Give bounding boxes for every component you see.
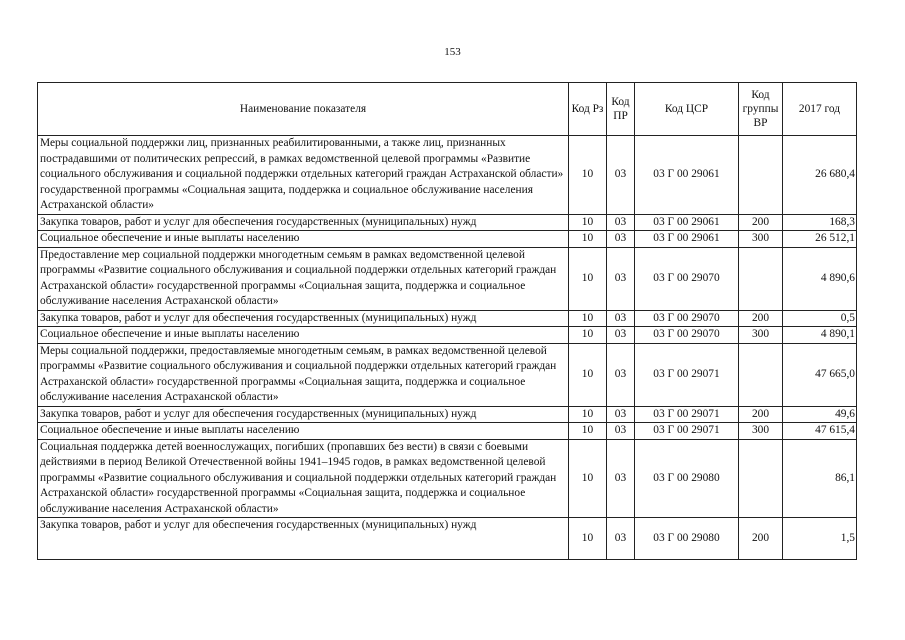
row-rz: 10 (569, 310, 607, 327)
row-csr: 03 Г 00 29071 (635, 406, 739, 423)
row-rz: 10 (569, 231, 607, 248)
row-vr (739, 439, 783, 518)
row-name: Социальная поддержка детей военнослужащих, погибших (пропавших без вести) в связи с боевыми действиями в период Великой Отечественной войны 1941–1945 годов, в рамках ведомственной целевой программы «Развитие социального обслуживания и социальной поддержки отдельных категорий граждан Астраханской области» государственной программы «Социальная защита, поддержка и социальное обслуживание населения Астраханской области» (38, 439, 569, 518)
row-value: 26 680,4 (783, 136, 857, 215)
row-name: Закупка товаров, работ и услуг для обеспечения государственных (муниципальных) нужд (38, 406, 569, 423)
header-year: 2017 год (783, 83, 857, 136)
row-rz: 10 (569, 214, 607, 231)
row-csr: 03 Г 00 29070 (635, 310, 739, 327)
row-pr: 03 (607, 343, 635, 406)
header-csr: Код ЦСР (635, 83, 739, 136)
header-name: Наименование показателя (38, 83, 569, 136)
row-vr: 300 (739, 423, 783, 440)
row-csr: 03 Г 00 29071 (635, 423, 739, 440)
row-value: 49,6 (783, 406, 857, 423)
row-value: 1,5 (783, 518, 857, 560)
row-pr: 03 (607, 136, 635, 215)
row-vr: 200 (739, 310, 783, 327)
row-vr: 300 (739, 327, 783, 344)
row-rz: 10 (569, 518, 607, 560)
row-pr: 03 (607, 214, 635, 231)
row-csr: 03 Г 00 29071 (635, 343, 739, 406)
row-vr: 300 (739, 231, 783, 248)
table-row (38, 247, 857, 310)
table-row (38, 439, 857, 518)
row-value: 4 890,6 (783, 247, 857, 310)
row-rz: 10 (569, 247, 607, 310)
row-csr: 03 Г 00 29070 (635, 327, 739, 344)
row-pr: 03 (607, 310, 635, 327)
row-vr (739, 247, 783, 310)
row-name: Закупка товаров, работ и услуг для обеспечения государственных (муниципальных) нужд (38, 214, 569, 231)
row-rz: 10 (569, 327, 607, 344)
row-csr: 03 Г 00 29061 (635, 214, 739, 231)
table-header-row (38, 83, 857, 136)
row-name: Предоставление мер социальной поддержки многодетным семьям в рамках ведомственной целевой программы «Развитие социального обслуживания и социальной поддержки отдельных категорий граждан Астраханской области» государственной программы «Социальная защита, поддержка и социальное обслуживание населения Астраханской области» (38, 247, 569, 310)
header-vr: Код группы ВР (739, 83, 783, 136)
row-pr: 03 (607, 518, 635, 560)
row-csr: 03 Г 00 29061 (635, 136, 739, 215)
table-row (38, 310, 857, 327)
row-name: Закупка товаров, работ и услуг для обеспечения государственных (муниципальных) нужд (38, 518, 569, 560)
row-vr: 200 (739, 406, 783, 423)
row-vr: 200 (739, 214, 783, 231)
budget-table (37, 82, 857, 560)
row-pr: 03 (607, 247, 635, 310)
row-pr: 03 (607, 439, 635, 518)
row-rz: 10 (569, 343, 607, 406)
row-name: Социальное обеспечение и иные выплаты населению (38, 327, 569, 344)
page-number: 153 (444, 46, 461, 58)
row-pr: 03 (607, 423, 635, 440)
row-name: Меры социальной поддержки, предоставляемые многодетным семьям, в рамках ведомственной целевой программы «Развитие социального обслуживания и социальной поддержки отдельных категорий граждан Астраханской области» государственной программы «Социальная защита, поддержка и социальное обслуживание населения Астраханской области» (38, 343, 569, 406)
row-pr: 03 (607, 327, 635, 344)
row-value: 86,1 (783, 439, 857, 518)
table-row (38, 214, 857, 231)
row-value: 4 890,1 (783, 327, 857, 344)
row-vr: 200 (739, 518, 783, 560)
row-csr: 03 Г 00 29080 (635, 518, 739, 560)
table-row (38, 518, 857, 560)
row-rz: 10 (569, 439, 607, 518)
table-row (38, 327, 857, 344)
table-row (38, 406, 857, 423)
row-value: 47 615,4 (783, 423, 857, 440)
row-pr: 03 (607, 231, 635, 248)
row-name: Закупка товаров, работ и услуг для обеспечения государственных (муниципальных) нужд (38, 310, 569, 327)
table-row (38, 423, 857, 440)
row-rz: 10 (569, 136, 607, 215)
row-value: 0,5 (783, 310, 857, 327)
row-vr (739, 343, 783, 406)
row-value: 168,3 (783, 214, 857, 231)
table-row (38, 136, 857, 215)
row-value: 47 665,0 (783, 343, 857, 406)
row-csr: 03 Г 00 29061 (635, 231, 739, 248)
row-name: Меры социальной поддержки лиц, признанных реабилитированными, а также лиц, признанных пострадавшими от политических репрессий, в рамках ведомственной целевой программы «Развитие социального обслуживания и социальной поддержки отдельных категорий граждан Астраханской области» государственной программы «Социальная защита, поддержка и социальное обслуживание населения Астраханской области» (38, 136, 569, 215)
row-vr (739, 136, 783, 215)
row-pr: 03 (607, 406, 635, 423)
row-rz: 10 (569, 406, 607, 423)
row-name: Социальное обеспечение и иные выплаты населению (38, 423, 569, 440)
row-csr: 03 Г 00 29080 (635, 439, 739, 518)
header-rz: Код Рз (569, 83, 607, 136)
header-pr: Код ПР (607, 83, 635, 136)
table-row (38, 343, 857, 406)
row-name: Социальное обеспечение и иные выплаты населению (38, 231, 569, 248)
table-row (38, 231, 857, 248)
row-rz: 10 (569, 423, 607, 440)
row-csr: 03 Г 00 29070 (635, 247, 739, 310)
row-value: 26 512,1 (783, 231, 857, 248)
